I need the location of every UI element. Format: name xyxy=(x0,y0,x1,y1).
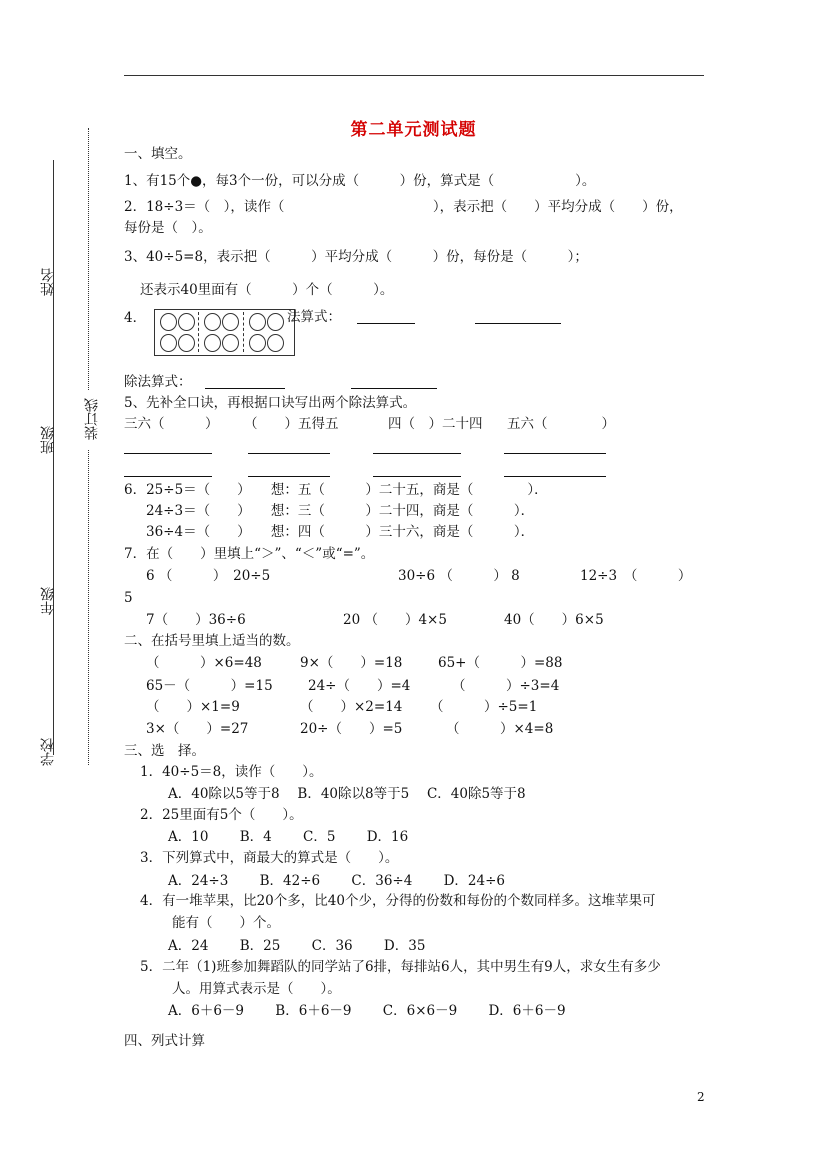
rhyme-1: 三六（ ） xyxy=(124,416,219,432)
question-5: 5、先补全口诀，再根据口诀写出两个除法算式。 xyxy=(124,395,417,411)
division-label: 除法算式： xyxy=(124,374,192,390)
question-6-line-3: 36÷4＝（ ） 想：四（ ）三十六，商是（ ）． xyxy=(146,524,535,540)
dashed-divider xyxy=(198,312,199,352)
circle-icon xyxy=(267,313,284,331)
class-label: 班级 xyxy=(40,426,56,454)
fill-4a: 3×（ ）=27 xyxy=(146,721,249,737)
answer-blank xyxy=(373,453,461,454)
page-number: 2 xyxy=(697,1090,705,1104)
compare-3-wrap: 5 xyxy=(124,590,133,606)
answer-blank xyxy=(124,453,212,454)
rhyme-4: 五六（ ） xyxy=(507,416,615,432)
choice-1-options: A．40除以5等于8 B．40除以8等于5 C．40除5等于8 xyxy=(168,786,526,802)
choice-3-options: A．24÷3 B．42÷6 C．36÷4 D．24÷6 xyxy=(168,873,506,889)
circle-icon xyxy=(204,334,221,352)
section-3-heading: 三、选 择。 xyxy=(124,743,205,759)
circle-icon xyxy=(204,313,221,331)
answer-blank xyxy=(351,388,437,389)
question-3-line-2: 还表示40里面有（ ）个（ ）。 xyxy=(140,282,394,298)
circle-icon xyxy=(249,313,266,331)
fill-1c: 65+（ ）=88 xyxy=(438,655,563,671)
circle-icon xyxy=(222,334,239,352)
circle-icon xyxy=(178,313,195,331)
question-3-line-1: 3、40÷5=8，表示把（ ）平均分成（ ）份，每份是（ ）； xyxy=(124,249,588,265)
question-1: 1、有15个●，每3个一份，可以分成（ ）份，算式是（ ）。 xyxy=(124,173,596,189)
circle-icon xyxy=(249,334,266,352)
fill-2c: （ ）÷3=4 xyxy=(452,678,560,694)
header-rule xyxy=(124,75,704,76)
question-4-number: 4． xyxy=(124,310,147,326)
fill-1a: （ ）×6=48 xyxy=(146,655,262,671)
binding-dots-top xyxy=(88,128,89,390)
dashed-divider xyxy=(243,312,244,352)
answer-blank xyxy=(248,453,330,454)
multiplication-label: 法算式： xyxy=(287,309,341,325)
fill-3b: （ ）×2=14 xyxy=(300,699,403,715)
binding-dots-bottom xyxy=(88,450,89,765)
school-blank-line xyxy=(53,625,54,755)
circle-icon xyxy=(267,334,284,352)
choice-5-options: A．6＋6－9 B．6＋6－9 C．6×6－9 D．6＋6－9 xyxy=(168,1003,566,1019)
binding-line-label: 装订线 xyxy=(84,398,100,440)
name-blank-line xyxy=(53,160,54,330)
choice-2: 2．25里面有5个（ ）。 xyxy=(140,807,303,823)
grade-label: 年级 xyxy=(40,587,56,615)
choice-5-line-1: 5．二年（1)班参加舞蹈队的同学站了6排，每排站6人，其中男生有9人，求女生有多少 xyxy=(140,959,661,975)
circle-icon xyxy=(160,313,177,331)
answer-blank xyxy=(373,476,461,477)
fill-2a: 65－（ ）=15 xyxy=(146,678,273,694)
name-label: 姓名 xyxy=(40,268,56,296)
answer-blank xyxy=(357,323,415,324)
answer-blank xyxy=(504,476,606,477)
answer-blank xyxy=(248,476,330,477)
question-7: 7．在（ ）里填上“＞”、“＜”或“=”。 xyxy=(124,546,375,562)
question-6-line-2: 24÷3＝（ ） 想：三（ ）二十四，商是（ ）． xyxy=(146,503,535,519)
compare-2: 30÷6 （ ） 8 xyxy=(398,568,520,584)
fill-2b: 24÷（ ）=4 xyxy=(308,678,411,694)
choice-4-line-2: 能有（ ）个。 xyxy=(172,915,280,931)
compare-6: 40（ ）6×5 xyxy=(504,612,604,628)
choice-2-options: A．10 B．4 C．5 D．16 xyxy=(168,829,409,845)
answer-blank xyxy=(504,453,606,454)
choice-1: 1．40÷5＝8，读作（ ）。 xyxy=(140,764,323,780)
circle-icon xyxy=(160,334,177,352)
section-1-heading: 一、填空。 xyxy=(124,146,192,162)
question-6-line-1: 6．25÷5＝（ ） 想：五（ ）二十五，商是（ ）． xyxy=(124,482,548,498)
answer-blank xyxy=(205,388,285,389)
compare-4: 7（ ）36÷6 xyxy=(146,612,246,628)
circle-array-figure xyxy=(154,309,295,356)
compare-5: 20 （ ）4×5 xyxy=(343,612,447,628)
choice-4-options: A．24 B．25 C．36 D．35 xyxy=(168,938,426,954)
fill-4b: 20÷（ ）=5 xyxy=(300,721,403,737)
question-2-line-2: 每份是（ ）。 xyxy=(124,220,212,236)
choice-3: 3．下列算式中，商最大的算式是（ ）。 xyxy=(140,850,399,866)
page-title: 第二单元测试题 xyxy=(350,120,477,140)
fill-3c: （ ）÷5=1 xyxy=(430,699,538,715)
rhyme-3: 四（ ）二十四 xyxy=(388,416,483,432)
rhyme-2: （ ）五得五 xyxy=(244,416,339,432)
fill-1b: 9×（ ）=18 xyxy=(300,655,403,671)
circle-icon xyxy=(222,313,239,331)
answer-blank xyxy=(475,323,561,324)
choice-5-line-2: 人。用算式表示是（ ）。 xyxy=(172,981,341,997)
section-4-heading: 四、列式计算 xyxy=(124,1033,205,1049)
section-2-heading: 二、在括号里填上适当的数。 xyxy=(124,633,300,649)
circle-icon xyxy=(178,334,195,352)
compare-3: 12÷3 （ ） xyxy=(580,568,692,584)
school-label: 学校 xyxy=(40,738,56,766)
choice-4-line-1: 4．有一堆苹果，比20个多，比40个少，分得的份数和每份的个数同样多。这堆苹果可 xyxy=(140,893,656,909)
question-2-line-1: 2．18÷3＝（ ），读作（ ），表示把（ ）平均分成（ ）份， xyxy=(124,199,683,215)
compare-1: 6 （ ） 20÷5 xyxy=(146,568,271,584)
fill-4c: （ ）×4=8 xyxy=(446,721,554,737)
fill-3a: （ ）×1=9 xyxy=(146,699,240,715)
answer-blank xyxy=(124,476,212,477)
